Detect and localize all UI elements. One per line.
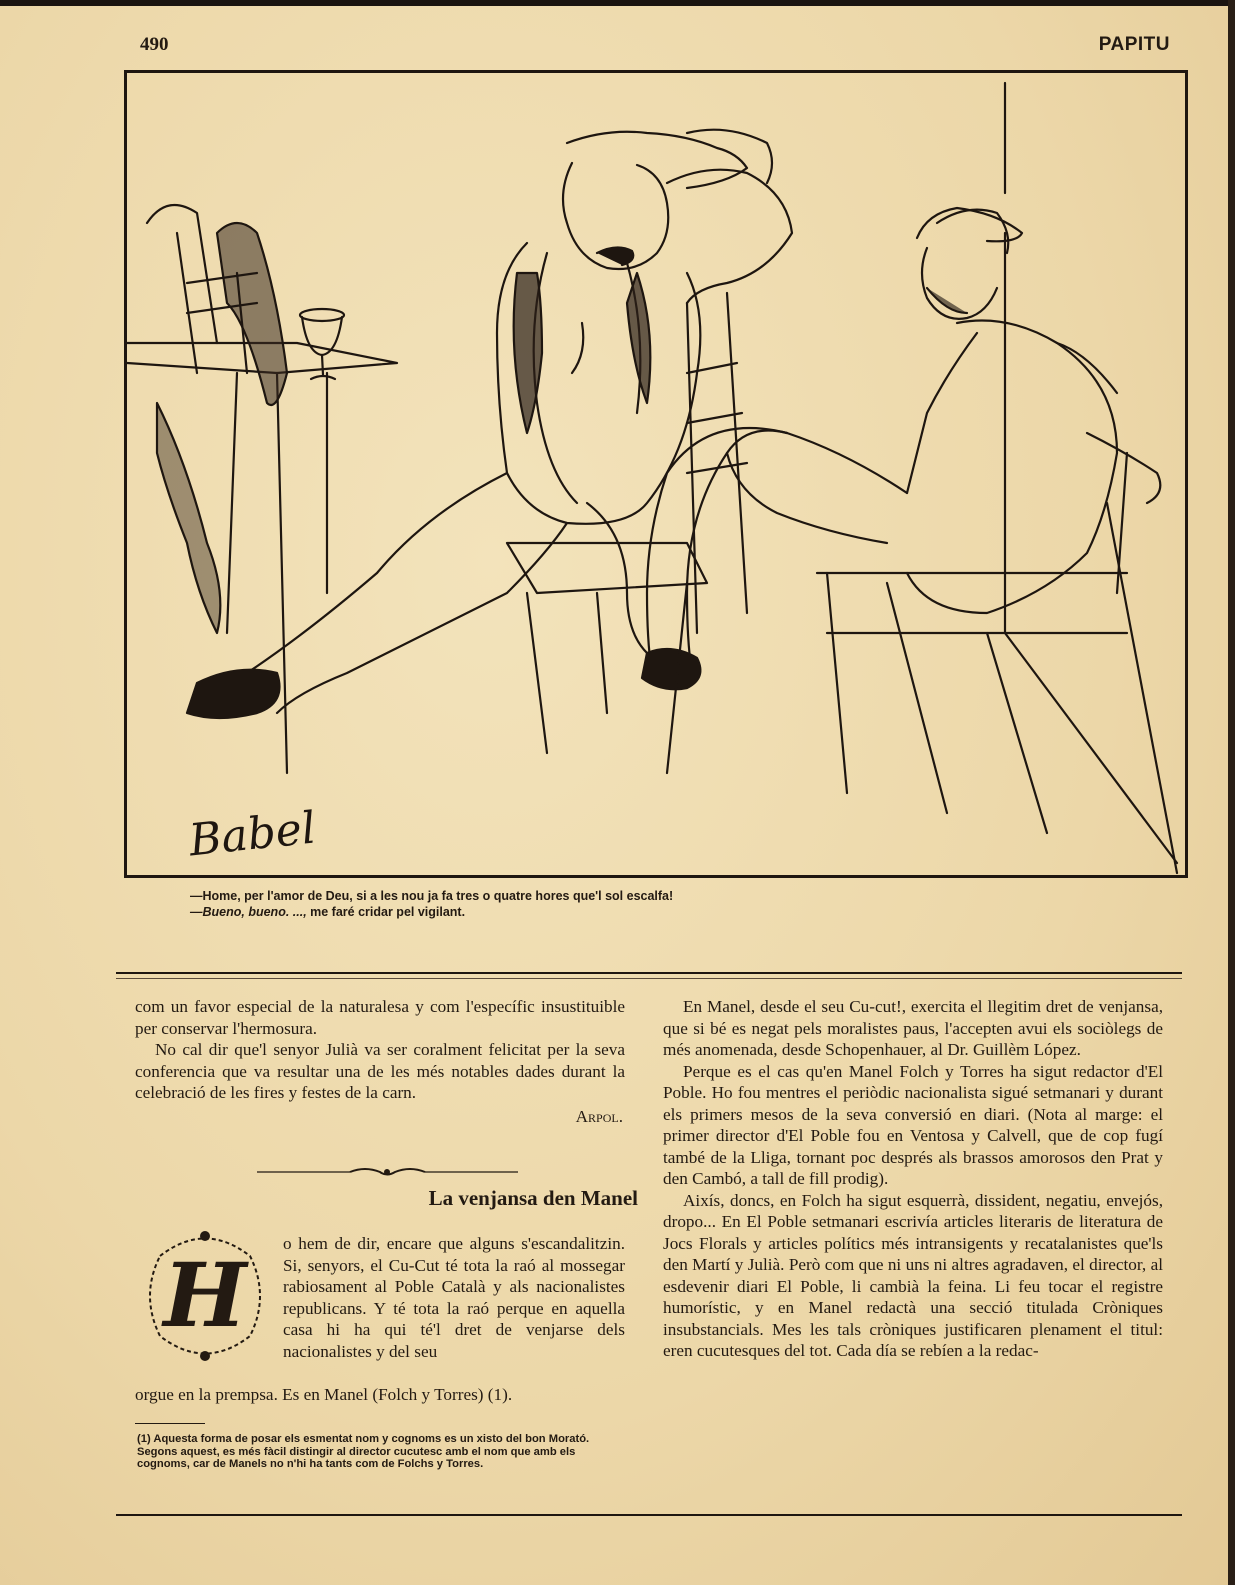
article-opening-continued: orgue en la prempsa. Es en Manel (Folch y Torres) (1). [135, 1385, 513, 1404]
article-opening: o hem de dir, encare que alguns s'escandalitzin. Si, senyors, el Cu-Cut té tota la raó al mossegar rabiosament al Poble Català y als nacionalistes republicans. Y té tota la raó perque en aquella casa hi ha qui té'l dret de venjarse dels nacionalistes y del seu [283, 1234, 625, 1361]
dropcap-letter: H [163, 1243, 247, 1347]
author-signature: Arpol. [575, 1106, 623, 1126]
bottom-rule [116, 1514, 1182, 1516]
caption-line-2 [190, 904, 673, 920]
running-head: PAPITU [1098, 34, 1170, 55]
left-paragraph: No cal dir que'l senyor Julià va ser coralment felicitat per la seva conferencia que va resultar una de les més notables dades durant la celebració de les fires y festes de la carn. [135, 1040, 625, 1102]
right-paragraph: Perque es el cas qu'en Manel Folch y Torres ha sigut redactor d'El Poble. Ho fou mentres el periòdic nacionalista sigué setmanari y durant els primers mesos de la seva conversió en diari. (Nota al marge: el primer director d'El Poble fou en Ventosa y Calvell, que de cop fugí també de la Lliga, tornant poc després als brassos amorosos den Prat y den Cambó, a tall de fill prodig). [663, 1061, 1163, 1188]
right-paragraph: En Manel, desde el seu Cu-cut!, exercita el llegitim dret de venjansa, que si bé es negat pels moralistes paus, l'accepten avui els sociòlegs de més anomenada, desde Schopenhauer, al Dr. Guillèm López. [663, 997, 1163, 1059]
left-column [135, 996, 625, 1127]
section-divider [116, 972, 1182, 974]
footnote-rule [135, 1423, 205, 1424]
illustration-caption [190, 888, 673, 920]
page-number: 490 [140, 34, 169, 55]
left-paragraph: com un favor especial de la naturalesa y com l'específic insustituible per conservar l'hermosura. [135, 997, 625, 1038]
caption-line-1: —Home, per l'amor de Deu, si a les nou ja fa tres o quatre hores que'l sol escalfa! [190, 889, 674, 903]
section-divider-thin [116, 978, 1182, 979]
caption-line-2-italic: —Bueno, bueno. ..., [190, 905, 307, 919]
right-column [663, 996, 1163, 1362]
right-paragraph: Aixís, doncs, en Folch ha sigut esquerrà, dissident, negatiu, envejós, dropo... En El Poble setmanari escrivía articles literaris de literatura de Jocs Florals y articles polítics més intransigents y recatalanistes que'ls den Martí y Julià. Però com que ni uns ni altres agradaven, el director, al esdevenir diari El Poble, li cambià la feina. Li feu tocar el registre humorístic, y en Manel redactà una secció titulada Cròniques insubstancials. Mes les tals cròniques justificaren plenament el titul: eren cucutesques del tot. Cada día se rebíen a la redac- [663, 1190, 1163, 1360]
cartoon-drawing [127, 73, 1185, 875]
footnote: (1) Aquesta forma de posar els esmentat nom y cognoms es un xisto del bon Morató. Segons aquest, es més fàcil distingir al director cucutesc amb el nom que amb els cognoms, car de Manels no n'hi ha tants com de Folchs y Torres. [137, 1433, 590, 1470]
ornament-divider [255, 1165, 520, 1179]
decorated-initial [140, 1226, 270, 1366]
article-title: La venjansa den Manel [428, 1186, 638, 1210]
cartoon-illustration [124, 70, 1188, 878]
magazine-page [0, 6, 1228, 1585]
caption-line-2-rest: me faré cridar pel vigilant. [306, 905, 466, 919]
artist-signature: Babel [186, 802, 319, 867]
page-edge [1228, 0, 1235, 1585]
